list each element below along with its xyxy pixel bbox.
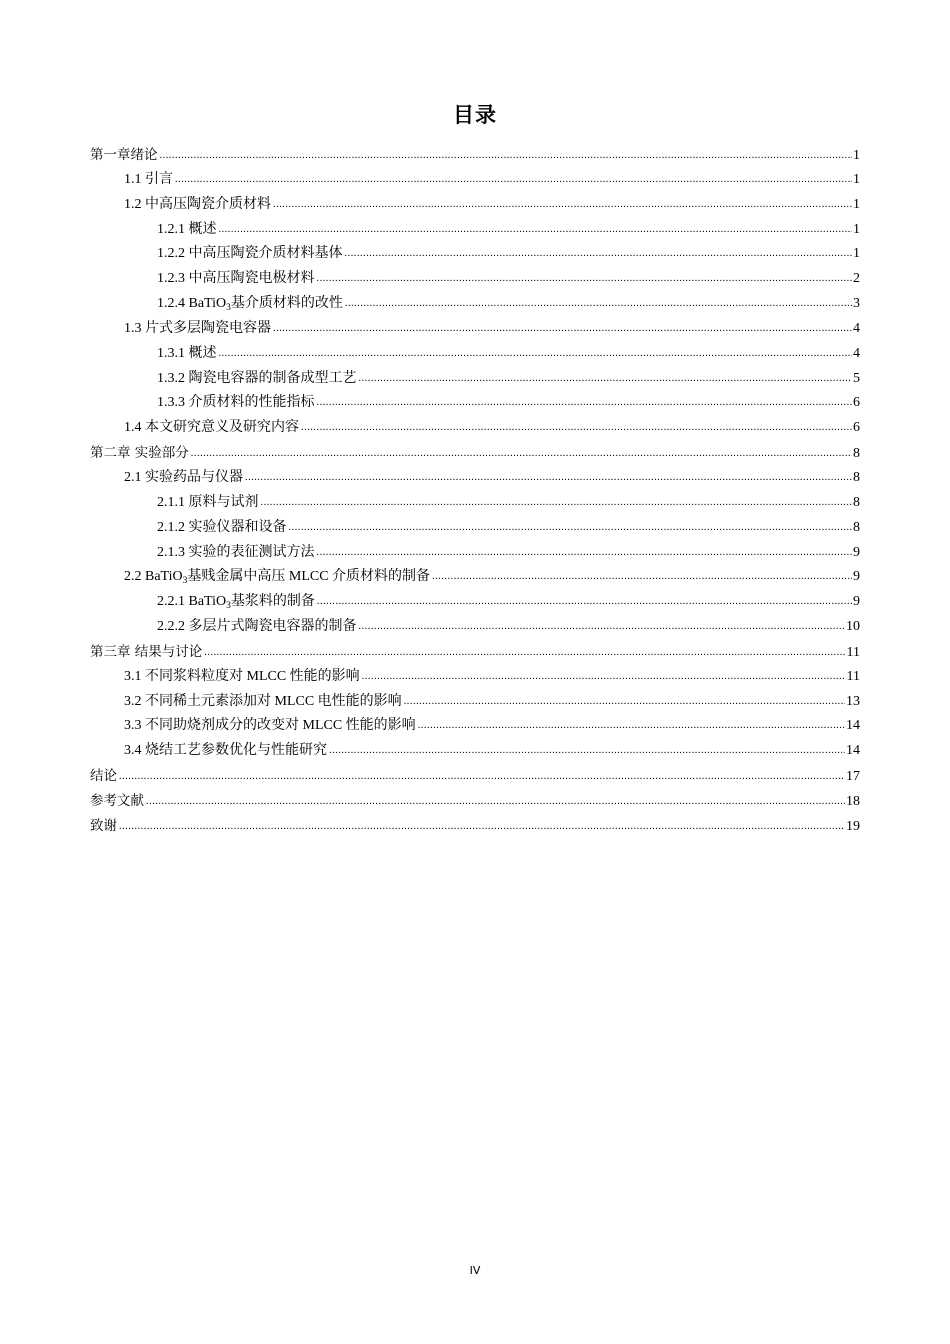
dot-leader <box>404 690 845 715</box>
toc-entry-page: 2 <box>853 271 860 287</box>
toc-entry[interactable] <box>90 640 860 665</box>
dot-leader <box>146 790 845 815</box>
dot-leader <box>119 765 845 790</box>
toc-entry[interactable] <box>90 516 860 541</box>
toc-entry[interactable] <box>90 416 860 441</box>
toc-entry[interactable] <box>90 242 860 267</box>
toc-entry-title: 1.3.1 概述 <box>157 345 217 361</box>
toc-entry[interactable] <box>90 714 860 739</box>
toc-entry[interactable] <box>90 168 860 193</box>
toc-entry-page: 8 <box>853 446 860 462</box>
toc-entry-title: 1.2.2 中高压陶瓷介质材料基体 <box>157 246 343 262</box>
dot-leader <box>204 641 845 666</box>
dot-leader <box>345 292 852 317</box>
toc-entry-title: 第二章 实验部分 <box>90 445 189 462</box>
toc-entry-title: 2.1 实验药品与仪器 <box>124 469 243 485</box>
dot-leader <box>289 516 853 541</box>
toc-entry-title: 1.3.3 介质材料的性能指标 <box>157 395 315 411</box>
toc-entry-title: 1.2.1 概述 <box>157 221 217 237</box>
toc-entry[interactable] <box>90 739 860 764</box>
toc-entry[interactable] <box>90 267 860 292</box>
subscript: 3 <box>182 576 188 587</box>
dot-leader <box>329 739 845 764</box>
toc-entry[interactable] <box>90 292 860 317</box>
dot-leader <box>317 267 853 292</box>
toc-entry-page: 1 <box>853 148 860 163</box>
dot-leader <box>119 815 845 840</box>
dot-leader <box>261 491 853 516</box>
toc-entry-title: 3.3 不同助烧剂成分的改变对 MLCC 性能的影响 <box>124 718 416 734</box>
toc-entry-title: 2.2 BaTiO$_3$基贱金属中高压 MLCC 介质材料的制备 <box>124 569 431 587</box>
toc-entry-page: 3 <box>853 296 860 312</box>
dot-leader <box>359 615 846 640</box>
toc-entry-title: 1.2.3 中高压陶瓷电极材料 <box>157 271 315 287</box>
toc-entry-page: 4 <box>853 345 860 361</box>
toc-entry-page: 5 <box>853 370 860 386</box>
toc-entry[interactable] <box>90 317 860 342</box>
dot-leader <box>432 565 852 590</box>
dot-leader <box>160 144 853 169</box>
toc-entry[interactable] <box>90 764 860 789</box>
toc-entry-title: 2.1.1 原料与试剂 <box>157 494 259 510</box>
toc-entry-page: 14 <box>846 743 860 759</box>
toc-entry-title: 1.4 本文研究意义及研究内容 <box>124 420 299 436</box>
toc-entry-title: 第一章绪论 <box>90 147 158 163</box>
subscript: 3 <box>226 601 231 612</box>
toc-entry-page: 11 <box>846 644 860 660</box>
toc-entry-title: 3.1 不同浆料粒度对 MLCC 性能的影响 <box>124 668 360 684</box>
toc-entry-title: 1.3 片式多层陶瓷电容器 <box>124 320 271 336</box>
toc-entry[interactable] <box>90 541 860 566</box>
toc-entry-page: 1 <box>853 221 860 237</box>
toc-entry[interactable] <box>90 466 860 491</box>
toc-entry-page: 9 <box>853 544 860 560</box>
dot-leader <box>245 466 852 491</box>
dot-leader <box>359 367 853 392</box>
toc-entry-page: 9 <box>853 594 860 610</box>
toc-entry[interactable] <box>90 789 860 814</box>
toc-entry-title: 2.2.2 多层片式陶瓷电容器的制备 <box>157 619 357 635</box>
toc-entry[interactable] <box>90 814 860 839</box>
toc-entry[interactable] <box>90 143 860 168</box>
toc-entry[interactable] <box>90 590 860 615</box>
toc-entry-title: 参考文献 <box>90 792 144 809</box>
toc-entry[interactable] <box>90 391 860 416</box>
dot-leader <box>273 193 852 218</box>
toc-entry-title: 致谢 <box>90 817 117 834</box>
toc-entry-title: 结论 <box>90 768 117 785</box>
toc-entry[interactable] <box>90 690 860 715</box>
dot-leader <box>317 590 852 615</box>
toc-entry-page: 1 <box>853 196 860 212</box>
toc-entry[interactable] <box>90 615 860 640</box>
page-title: 目录 <box>453 103 497 127</box>
toc-entry[interactable] <box>90 491 860 516</box>
toc-entry-title: 2.1.2 实验仪器和设备 <box>157 519 287 535</box>
toc-entry-page: 10 <box>846 619 860 635</box>
toc-entry-page: 4 <box>853 320 860 336</box>
toc-entry-page: 6 <box>853 420 860 436</box>
toc-entry-page: 17 <box>846 769 860 785</box>
toc-entry-title: 1.2.4 BaTiO$_3$基介质材料的改性 <box>157 296 343 314</box>
toc-entry-page: 8 <box>853 494 860 510</box>
toc-entry[interactable] <box>90 665 860 690</box>
toc-entry-page: 6 <box>853 395 860 411</box>
toc-entry-page: 8 <box>853 519 860 535</box>
dot-leader <box>273 317 852 342</box>
dot-leader <box>191 442 852 467</box>
toc-entry[interactable] <box>90 367 860 392</box>
toc-entry[interactable] <box>90 218 860 243</box>
toc-entry-title: 1.3.2 陶瓷电容器的制备成型工艺 <box>157 370 357 386</box>
toc-entry[interactable] <box>90 342 860 367</box>
toc-entry[interactable] <box>90 193 860 218</box>
toc-entry-page: 18 <box>846 793 860 809</box>
dot-leader <box>345 242 853 267</box>
toc-entry[interactable] <box>90 565 860 590</box>
toc-entry-title: 2.1.3 实验的表征测试方法 <box>157 544 315 560</box>
toc-entry-title: 2.2.1 BaTiO$_3$基浆料的制备 <box>157 594 315 612</box>
page-number: IV <box>469 1264 481 1277</box>
toc-entry[interactable] <box>90 441 860 466</box>
dot-leader <box>219 342 853 367</box>
toc-entry-page: 1 <box>853 171 860 187</box>
toc-entry-page: 8 <box>853 469 860 485</box>
dot-leader <box>175 168 852 193</box>
toc-entry-title: 第三章 结果与讨论 <box>90 643 203 660</box>
dot-leader <box>317 541 853 566</box>
toc-entry-title: 3.4 烧结工艺参数优化与性能研究 <box>124 743 327 759</box>
toc-entry-page: 11 <box>846 668 860 684</box>
toc-entry-page: 14 <box>846 718 860 734</box>
dot-leader <box>219 218 853 243</box>
subscript: 3 <box>226 303 231 314</box>
dot-leader <box>362 665 846 690</box>
toc-entry-title: 3.2 不同稀土元素添加对 MLCC 电性能的影响 <box>124 693 402 709</box>
toc-entry-page: 19 <box>846 818 860 834</box>
toc-entry-title: 1.2 中高压陶瓷介质材料 <box>124 196 271 212</box>
dot-leader <box>301 416 852 441</box>
toc-entry-page: 9 <box>853 569 860 585</box>
dot-leader <box>317 391 853 416</box>
toc-entry-page: 13 <box>846 693 860 709</box>
table-of-contents <box>90 143 860 839</box>
dot-leader <box>418 714 845 739</box>
toc-entry-page: 1 <box>853 246 860 262</box>
toc-entry-title: 1.1 引言 <box>124 171 173 187</box>
